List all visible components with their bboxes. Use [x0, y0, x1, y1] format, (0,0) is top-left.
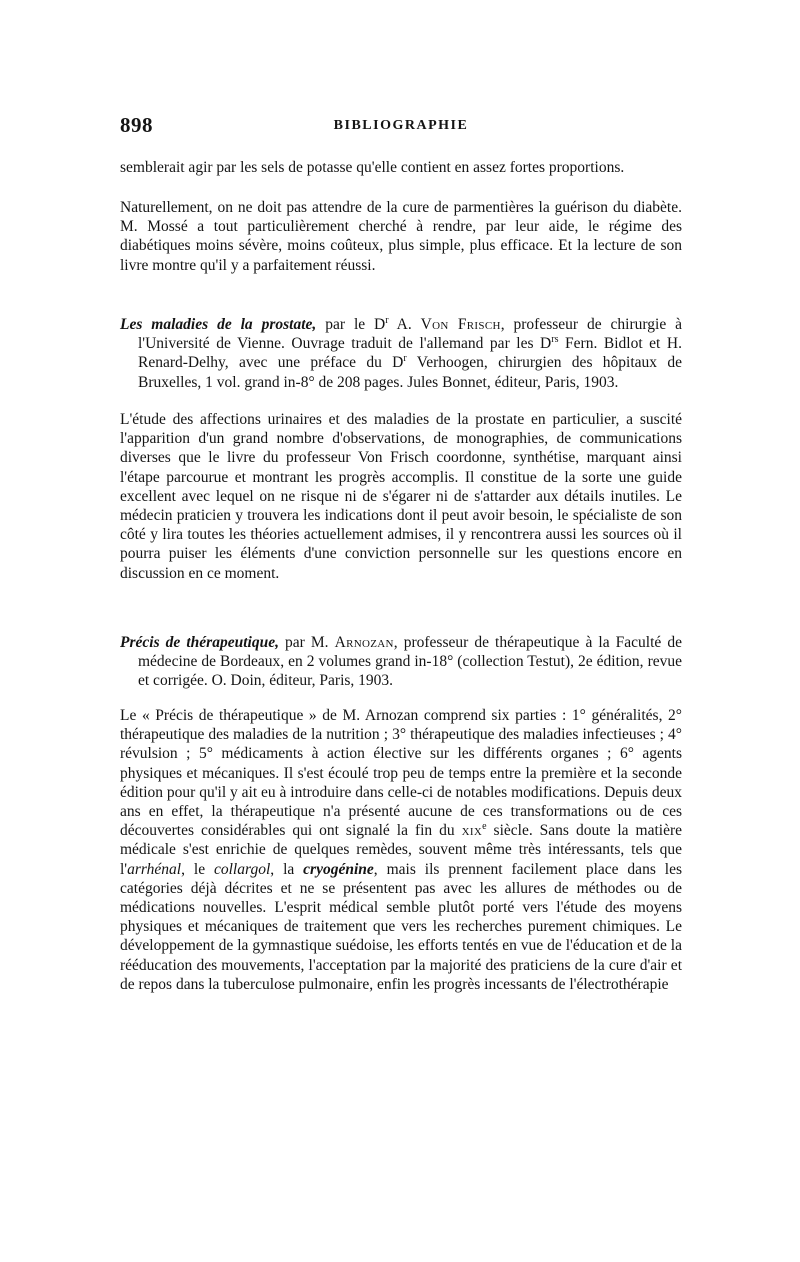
superscript: r	[385, 314, 389, 326]
entry-text: par M.	[278, 634, 335, 651]
book-title: Les maladies de la prostate,	[120, 316, 317, 333]
paragraph-diabetes-review: Naturellement, on ne doit pas attendre de la cure de parmentières la guérison du diabète. M. Mossé a tout particulièrement cherché à rendre, par leur aide, le régime des diabétiques moins sévère, moins coûteux, plus simple, plus efficace. Et la lecture de son livre montre qu'il y a parfaitement réussi.	[120, 199, 682, 274]
paragraph-text: , la	[270, 860, 304, 878]
entry-text: A.	[388, 316, 421, 333]
paragraph-continuation: semblerait agir par les sels de potasse qu'elle contient en assez fortes proportions.	[120, 159, 625, 176]
bibliographic-entry-therapeutique	[120, 633, 682, 691]
bibliographic-entry-prostate	[120, 315, 682, 392]
entry-text: Fern. Bidlot et H. Renard-Delhy, avec une préface du D	[138, 335, 682, 372]
drug-name: cryogénine	[303, 860, 374, 878]
paragraph-text: siècle. Sans doute la matière médicale s'est enrichie de quelques remèdes, souvent même très intéressants, tels que l'	[120, 822, 682, 878]
book-title: Précis de thérapeutique,	[120, 634, 279, 651]
paragraph-text: , le	[181, 860, 214, 878]
entry-text: , professeur de thérapeutique à la Faculté de médecine de Bordeaux, en 2 volumes grand in-18° (collection Testut), 2e édition, revue et corrigée. O. Doin, éditeur, Paris, 1903.	[138, 634, 682, 690]
century-numeral: xix	[461, 822, 483, 840]
superscript: r	[403, 353, 407, 365]
superscript: rs	[551, 334, 559, 346]
entry-text: , professeur de chirurgie à l'Université de Vienne. Ouvrage traduit de l'allemand par les D	[138, 316, 683, 353]
entry-text: par le D	[316, 316, 386, 333]
author-name: Von Frisch	[420, 316, 501, 333]
paragraph-text: Le « Précis de thérapeutique » de M. Arnozan comprend six parties : 1° généralités, 2° thérapeutique des maladies de la nutrition ; 3° thérapeutique des maladies infectieuses ; 4° révulsion ; 5° médicaments à action élective sur les différents organes ; 6° agents physiques et mécaniques. Il s'est écoulé trop peu de temps entre la première et la seconde édition pour qu'il y ait eu à introduire dans celle-ci de notables modifications. Depuis deux ans en effet, la thérapeutique n'a présenté aucune de ces transformations ou de ces découvertes considérables qui ont signalé la fin du	[120, 707, 682, 840]
paragraph-prostate-review: L'étude des affections urinaires et des maladies de la prostate en particulier, a suscité l'apparition d'un grand nombre d'observations, de monographies, de communications diverses que le livre du professeur Von Frisch coordonne, synthétise, marquant ainsi l'étape parcourue et montrant les progrès accomplis. Il constitue de la sorte une guide excellent avec lequel on ne risque ni de s'égarer ni de s'attarder aux détails inutiles. Le médecin praticien y trouvera les indications dont il peut avoir besoin, le spécialiste de son côté y lira toutes les théories actuellement admises, il y rencontrera aussi les sources où il pourra puiser les éléments d'une conviction personnelle sur les questions encore en discussion en ce moment.	[120, 411, 682, 582]
superscript: e	[482, 821, 487, 833]
page-number: 898	[120, 113, 153, 137]
page-header	[120, 113, 682, 143]
entry-text: Verhoogen, chirurgien des hôpitaux de Bruxelles, 1 vol. grand in-8° de 208 pages. Jules Bonnet, éditeur, Paris, 1903.	[138, 354, 682, 391]
paragraph-therapeutique-review	[120, 706, 682, 994]
drug-name: arrhénal	[127, 860, 182, 878]
drug-name: collargol	[214, 860, 271, 878]
paragraph-text: , mais ils prennent facilement place dans les catégories déjà décrites et ne se présentent pas avec les allures de méthodes ou de médications nouvelles. L'esprit médical semble plutôt porté vers l'étude des moyens physiques et mécaniques de traitement que vers les recherches purement chimiques. Le développement de la gymnastique suédoise, les efforts tentés en vue de l'éducation et de la rééducation des mouvements, l'acceptation par la majorité des praticiens de la cure d'air et de repos dans la tuberculose pulmonaire, enfin les progrès incessants de l'électrothérapie	[120, 860, 682, 993]
running-title: BIBLIOGRAPHIE	[333, 118, 469, 133]
author-name: Arnozan	[334, 634, 394, 651]
